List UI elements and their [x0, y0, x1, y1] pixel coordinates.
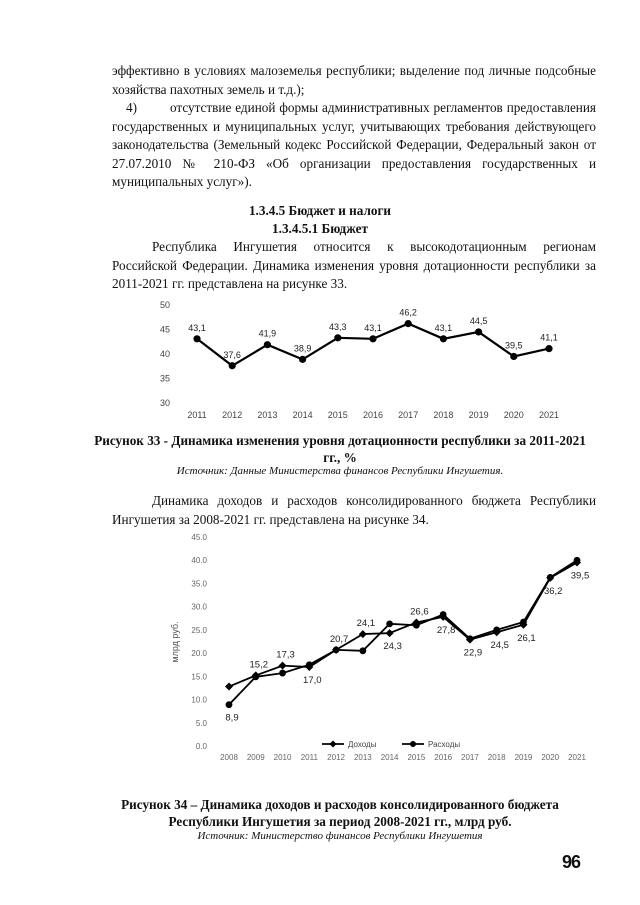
- x-tick-label: 2019: [514, 753, 533, 762]
- data-label: 43,1: [364, 322, 382, 333]
- paragraph-3: Республика Ингушетия относится к высокодотационным регионам Российской Федерации. Динамика изменения уровня дотационности республики за 2011-2021 гг. представлена на рисунке 33.: [112, 239, 596, 291]
- y-axis-label: млрд руб.: [170, 621, 180, 663]
- x-tick-label: 2012: [327, 753, 345, 762]
- y-tick-label: 45.0: [191, 533, 207, 542]
- y-tick-label: 40: [159, 349, 170, 359]
- y-tick-label: 30: [159, 398, 170, 408]
- data-point-expenditure: [226, 701, 233, 708]
- y-tick-label: 45: [159, 324, 170, 335]
- data-point: [264, 341, 271, 348]
- data-point: [193, 335, 200, 342]
- data-label: 41,9: [258, 328, 277, 339]
- data-point-expenditure: [252, 673, 259, 680]
- x-tick-label: 2011: [300, 753, 318, 762]
- data-point-expenditure: [333, 646, 340, 653]
- data-label: 37,6: [223, 349, 241, 360]
- data-label: 43,3: [329, 321, 347, 332]
- data-point: [369, 335, 376, 342]
- x-tick-label: 2018: [433, 410, 454, 420]
- x-tick-label: 2008: [220, 753, 238, 762]
- x-tick-label: 2019: [468, 410, 489, 420]
- data-point-revenue: [279, 662, 287, 670]
- budget-chart: [0, 530, 640, 770]
- data-point-expenditure: [306, 661, 313, 668]
- data-label: 39,5: [570, 570, 590, 582]
- data-label: 17,3: [276, 649, 295, 661]
- y-tick-label: 30.0: [191, 602, 207, 612]
- y-tick-label: 20.0: [191, 649, 207, 659]
- paragraph-2: [112, 99, 596, 192]
- data-point-expenditure: [279, 670, 286, 677]
- data-label: 26,1: [517, 632, 536, 644]
- x-tick-label: 2016: [434, 753, 453, 762]
- data-point-revenue: [386, 629, 394, 637]
- data-label: 15,2: [249, 659, 269, 671]
- section-heading: 1.3.4.5 Бюджет и налоги: [248, 203, 392, 218]
- data-point-expenditure: [493, 626, 500, 633]
- data-point: [229, 362, 236, 369]
- y-tick-label: 35: [159, 373, 170, 384]
- figure-34-source: Источник: Министерство финансов Республики Ингушетия: [197, 830, 483, 842]
- data-label: 36,2: [543, 585, 563, 597]
- data-label: 46,2: [399, 307, 417, 318]
- paragraph-4: Динамика доходов и расходов консолидированного бюджета Республики Ингушетия за 2008-2021 гг. представлена на рисунке 34.: [112, 493, 596, 527]
- data-label: 43,1: [188, 322, 206, 333]
- data-point-revenue: [359, 630, 367, 638]
- x-tick-label: 2020: [541, 753, 560, 762]
- x-tick-label: 2021: [568, 753, 586, 762]
- data-point-expenditure: [386, 620, 393, 627]
- x-tick-label: 2015: [407, 753, 426, 762]
- subsidy-chart: [0, 297, 640, 427]
- figure-33-caption: Рисунок 33 - Динамика изменения уровня дотационности республики за 2011-2021 гг., %: [94, 433, 586, 465]
- legend-marker: [330, 741, 337, 748]
- x-tick-label: 2009: [246, 753, 265, 762]
- data-point-expenditure: [547, 574, 554, 581]
- legend-label: Доходы: [348, 740, 377, 749]
- x-tick-label: 2013: [257, 410, 278, 420]
- x-tick-label: 2018: [487, 753, 506, 762]
- y-tick-label: 25.0: [191, 625, 207, 635]
- y-tick-label: 0.0: [195, 742, 207, 751]
- legend-label: Расходы: [428, 740, 461, 749]
- x-tick-label: 2014: [292, 410, 313, 420]
- x-tick-label: 2016: [362, 410, 384, 420]
- list-text: отсутствие единой формы административных регламентов предоставления государственных и муниципальных услуг, учитывающих требования действующего законодательства (Земельный кодекс Российской Федерации, Федеральный закон от 27.07.2010 № 210-ФЗ «Об организации предоставления государственных и муниципальных услуг»).: [112, 100, 596, 189]
- data-label: 41,1: [540, 332, 558, 343]
- y-tick-label: 35.0: [191, 579, 207, 589]
- data-point-expenditure: [574, 557, 581, 564]
- data-label: 24,3: [383, 641, 402, 653]
- data-point: [545, 345, 552, 352]
- x-tick-label: 2021: [538, 410, 560, 420]
- paragraph-1: эффективно в условиях малоземелья республики; выделение под личные подсобные хозяйства пахотных земель и т.д.);: [112, 63, 596, 97]
- data-label: 39,5: [505, 340, 523, 351]
- x-tick-label: 2017: [461, 753, 479, 762]
- figure-33-source: Источник: Данные Министерства финансов Республики Ингушетия.: [176, 465, 504, 477]
- x-tick-label: 2014: [380, 753, 399, 762]
- data-point: [510, 353, 517, 360]
- data-point: [334, 334, 341, 341]
- x-tick-label: 2011: [187, 410, 207, 420]
- data-point-expenditure: [520, 619, 527, 626]
- data-label: 8,9: [225, 712, 239, 724]
- data-point: [440, 335, 447, 342]
- x-tick-label: 2013: [353, 753, 372, 762]
- x-tick-label: 2015: [327, 410, 348, 420]
- data-label: 24,5: [490, 640, 509, 652]
- data-label: 24,1: [356, 618, 376, 630]
- data-point-expenditure: [440, 611, 447, 618]
- data-label: 20,7: [329, 633, 349, 645]
- data-point: [299, 356, 306, 363]
- data-label: 27,8: [436, 624, 456, 636]
- x-tick-label: 2010: [273, 753, 292, 762]
- y-tick-label: 50: [159, 300, 170, 310]
- figure-34-caption: Рисунок 34 – Динамика доходов и расходов консолидированного бюджета Республики Ингушетия за период 2008-2021 гг., млрд руб.: [121, 797, 559, 829]
- data-label: 43,1: [434, 322, 453, 333]
- y-tick-label: 5.0: [195, 718, 207, 728]
- data-point: [405, 320, 412, 327]
- data-point-expenditure: [413, 622, 420, 629]
- page-number: 96: [562, 852, 581, 872]
- subsection-heading: 1.3.4.5.1 Бюджет: [272, 221, 368, 236]
- legend-marker: [410, 741, 416, 747]
- data-label: 22,9: [463, 647, 483, 659]
- y-tick-label: 40.0: [191, 556, 207, 566]
- data-point-revenue: [225, 683, 233, 691]
- data-label: 38,9: [293, 343, 312, 354]
- y-tick-label: 10.0: [191, 695, 207, 705]
- data-point: [475, 328, 482, 335]
- x-tick-label: 2012: [222, 410, 243, 420]
- data-label: 44,5: [469, 315, 488, 326]
- data-point-expenditure: [359, 647, 366, 654]
- data-point-expenditure: [467, 635, 474, 642]
- y-tick-label: 15.0: [191, 672, 207, 682]
- data-label: 26,6: [410, 606, 429, 618]
- x-tick-label: 2017: [398, 410, 419, 420]
- data-label: 17,0: [303, 675, 322, 687]
- x-tick-label: 2020: [503, 410, 524, 420]
- list-number: 4): [126, 100, 137, 115]
